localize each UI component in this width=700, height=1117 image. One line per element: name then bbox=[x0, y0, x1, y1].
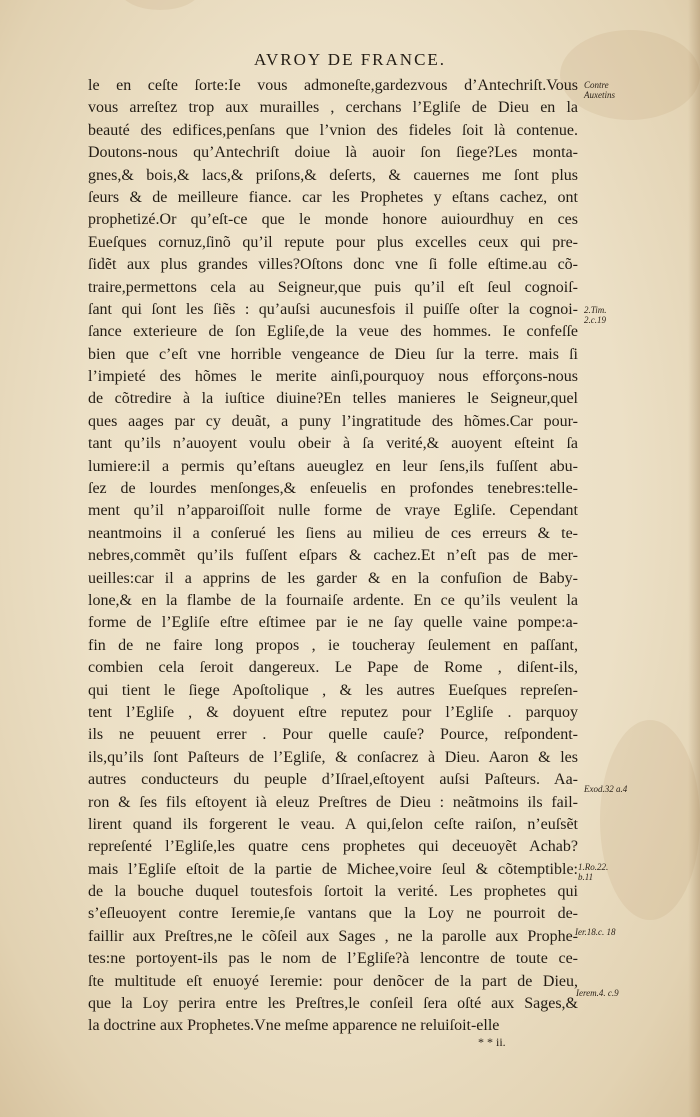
margin-note bbox=[584, 80, 634, 100]
text-line: prophetizé.Or qu’eſt-ce que le monde honore auiourdhuy en ces bbox=[88, 211, 578, 229]
text-line: ſance exterieure de ſon Egliſe,de la veue des hommes. Ie confeſſe bbox=[88, 323, 578, 341]
margin-note bbox=[576, 988, 620, 998]
body-text bbox=[88, 75, 578, 1038]
text-line: qui tient le ſiege Apoſtolique , & les autres Eueſques repreſen- bbox=[88, 681, 578, 699]
text-line: la doctrine aux Prophetes.Vne meſme apparence ne reluiſoit-elle bbox=[88, 1017, 500, 1035]
text-line: bien que c’eſt vne horrible vengeance de Dieu ſur la terre. mais ſi bbox=[88, 345, 578, 363]
margin-note bbox=[578, 862, 622, 882]
text-line: vous arreſtez trop aux murailles , cerchans l’Egliſe de Dieu en la bbox=[88, 99, 578, 117]
margin-note-text: Ier.18.c. 18 bbox=[575, 927, 616, 937]
text-line: ils ne peuuent errer . Pour quelle cauſe? Pource, reſpondent- bbox=[88, 726, 578, 744]
paper-stain bbox=[120, 0, 200, 10]
margin-note-text: Exod.32 a.4 bbox=[584, 784, 628, 794]
text-line: lirent quand ils forgerent le veau. A qui,ſelon ceſte raiſon, n’euſsẽt bbox=[88, 815, 578, 833]
text-line: ment qu’il n’apparoiſſoit nulle forme de vraye Egliſe. Cependant bbox=[88, 502, 578, 520]
paper-stain bbox=[560, 30, 700, 120]
text-line: ils,qu’ils ſont Paſteurs de l’Egliſe, & conſacrez à Dieu. Aaron & les bbox=[88, 748, 578, 766]
margin-note-text: 1.Ro.22. b.11 bbox=[578, 862, 609, 882]
margin-note-text: 2.Tim. 2.c.19 bbox=[584, 305, 607, 325]
margin-note-text: Contre Auxetins bbox=[584, 80, 615, 100]
text-line: l’impieté des hõmes le merite ainſi,pourquoy nous efforçons-nous bbox=[88, 368, 578, 386]
margin-note bbox=[584, 784, 628, 794]
text-line: lumiere:il a permis qu’eſtans aueuglez en leur ſens,ils fuſſent abu- bbox=[88, 457, 578, 475]
text-line: ques aages par cy deuãt, a puny l’ingratitude des hõmes.Car pour- bbox=[88, 412, 578, 430]
margin-note bbox=[575, 927, 619, 937]
text-line: nebres,commẽt qu’ils fuſſent eſpars & cachez.Et n’eſt pas de mer- bbox=[88, 547, 578, 565]
text-line: gnes,& bois,& lacs,& priſons,& deſerts, & cauernes me ſont plus bbox=[88, 166, 578, 184]
text-line: ſant qui ſont les ſiẽs : qu’auſsi aucunesfois il puiſſe oſter la cognoi- bbox=[88, 300, 578, 318]
text-line: Eueſques cornuz,ſinõ qu’il repute pour plus excelles ceux qui pre- bbox=[88, 233, 578, 251]
text-line: ſez de lourdes menſonges,& enſeuelis en profondes tenebres:telle- bbox=[88, 480, 578, 498]
text-line: repreſenté l’Egliſe,les quatre cens prophetes qui deceuoyẽt Achab? bbox=[88, 838, 578, 856]
text-line: mais l’Egliſe eſtoit de la partie de Michee,voire ſeul & cõtemptible: bbox=[88, 860, 578, 878]
text-line: tent l’Egliſe , & doyuent eſtre reputez pour l’Egliſe . parquoy bbox=[88, 703, 578, 721]
text-line: ſeurs & de meilleure fiance. car les Prophetes y eſtans cachez, ont bbox=[88, 188, 578, 206]
paper-stain bbox=[600, 720, 700, 920]
margin-note-text: Ierem.4. c.9 bbox=[576, 988, 619, 998]
text-line: forme de l’Egliſe eſtre eſtimee par ie ne ſay quelle vaine pompe:a- bbox=[88, 614, 578, 632]
text-line: faillir aux Preſtres,ne le cõſeil aux Sages , ne la parolle aux Prophe- bbox=[88, 927, 578, 945]
text-line: traire,permettons cela au Seigneur,que puis qu’il eſt ſeul cognoiſ- bbox=[88, 278, 578, 296]
text-line: tant qu’ils n’auoyent voulu obeir à ſa verité,& auoyent eſteint ſa bbox=[88, 435, 578, 453]
text-line: Doutons-nous qu’Antechriſt doiue là auoir ſon ſiege?Les monta- bbox=[88, 144, 578, 162]
text-line: ſte multitude eſt enuoyé Ieremie: pour denõcer de la part de Dieu, bbox=[88, 972, 578, 990]
text-line: le en ceſte ſorte:Ie vous admoneſte,gardezvous d’Antechriſt.Vous bbox=[88, 77, 578, 94]
text-line: ron & ſes fils eſtoyent ià eleuz Preſtres de Dieu : neãtmoins ils fail- bbox=[88, 793, 578, 811]
text-line: lone,& en la flambe de la fournaiſe ardente. En ce qu’ils veulent la bbox=[88, 591, 578, 609]
text-line: que la Loy perira entre les Preſtres,le conſeil ſera oſté aux Sages,& bbox=[88, 995, 578, 1013]
text-line: ueilles:car il a apprins de les garder & en la confuſion de Baby- bbox=[88, 569, 578, 587]
signature-mark: * * ii. bbox=[478, 1035, 506, 1049]
text-line: de la bouche duquel toutesfois ſortoit la verité. Les prophetes qui bbox=[88, 883, 578, 901]
margin-note bbox=[584, 305, 628, 325]
text-line: de cõtredire à la iuſtice diuine?En telles manieres le Seigneur,quel bbox=[88, 390, 578, 408]
text-line: tes:ne portoyent-ils pas le nom de l’Egliſe?à lencontre de toute ce- bbox=[88, 950, 578, 968]
text-line: combien cela ſeroit dangereux. Le Pape de Rome , diſent-ils, bbox=[88, 659, 578, 677]
text-line: fin de ne faire long propos , ie toucheray ſeulement en paſſant, bbox=[88, 636, 578, 654]
text-line: ſidẽt aux plus grandes villes?Oſtons donc vne ſi folle eſtime.au cõ- bbox=[88, 256, 578, 274]
running-head: AVROY DE FRANCE. bbox=[253, 50, 447, 69]
text-line: s’eſleuoyent contre Ieremie,ſe vantans que la Loy ne pourroit de- bbox=[88, 905, 578, 923]
text-line: neantmoins il a conſerué les ſiens au milieu de ces erreurs & te- bbox=[88, 524, 578, 542]
page-edge-shadow bbox=[688, 0, 700, 1117]
text-line: autres conducteurs du peuple d’Iſrael,eſtoyent auſsi Paſteurs. Aa- bbox=[88, 771, 578, 789]
text-line: beauté des edifices,penſans que l’vnion des fideles ſoit là contenue. bbox=[88, 121, 578, 139]
